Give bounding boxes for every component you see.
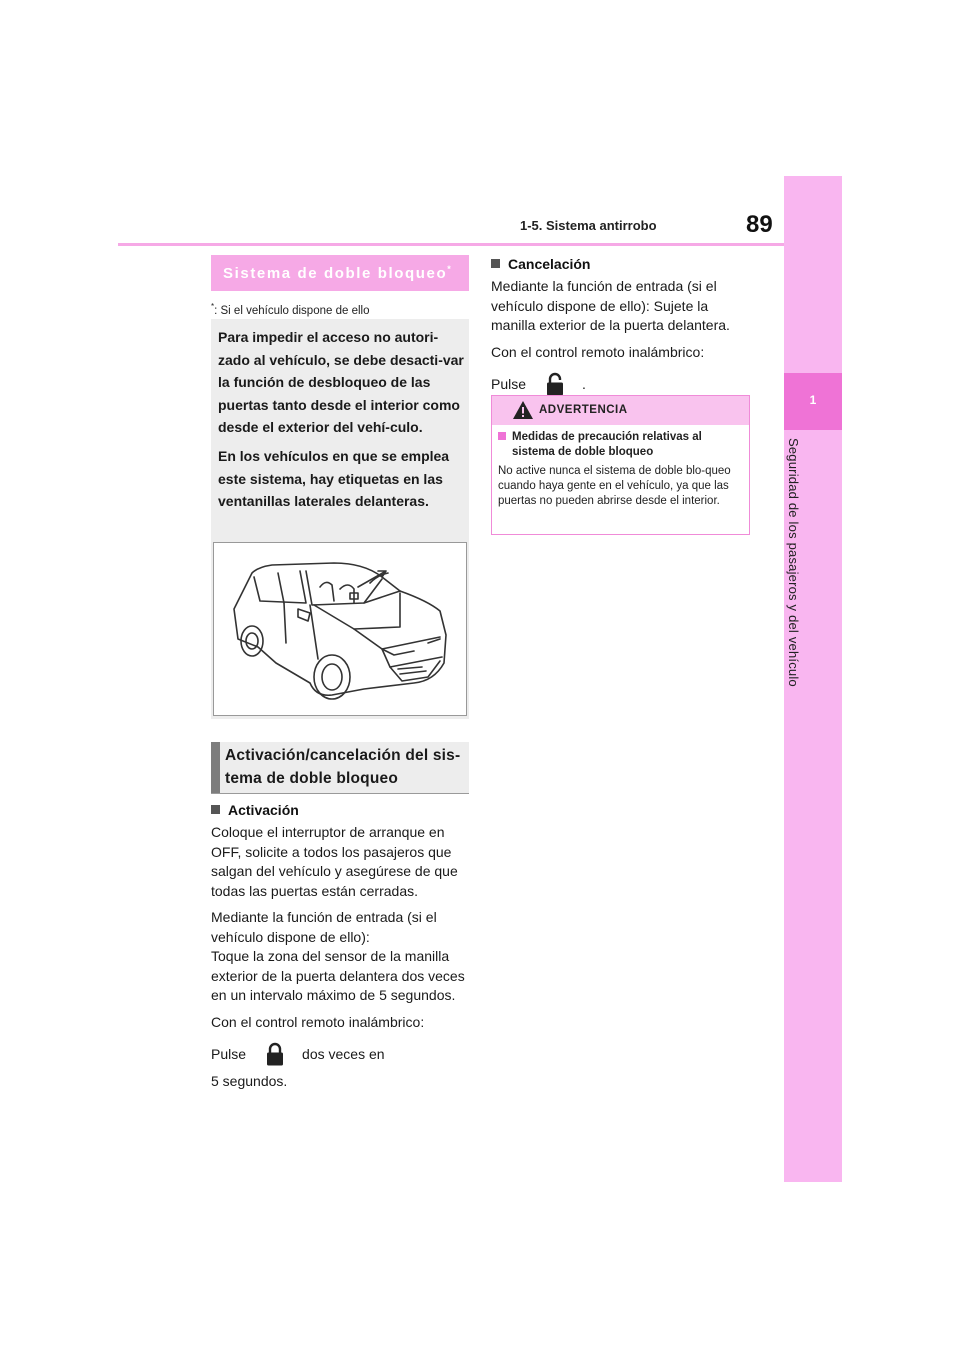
- press-label: Pulse: [491, 376, 527, 392]
- bullet-square: [491, 259, 500, 268]
- lock-icon: [266, 1042, 284, 1072]
- activation-press-line: [211, 1042, 467, 1091]
- activation-title: Activación: [228, 802, 299, 818]
- section-title: 1-5. Sistema antirrobo: [520, 218, 657, 233]
- activation-heading-box: [211, 742, 469, 794]
- heading-footnote-mark: *: [447, 264, 451, 274]
- double-lock-heading-box: [211, 255, 469, 291]
- warning-body: No active nunca el sistema de doble blo-queo cuando haya gente en el vehículo, ya que las puertas no pueden abrirse desde el interior.: [498, 465, 731, 507]
- activation-paragraph-3: Con el control remoto inalámbrico:: [211, 1013, 425, 1030]
- press-suffix: dos veces en: [302, 1046, 385, 1062]
- warning-header: [492, 396, 749, 425]
- cancellation-body: [491, 277, 749, 409]
- footnote: [211, 302, 369, 317]
- bullet-square: [211, 805, 220, 814]
- cancellation-paragraph-1: Mediante la función de entrada (si el vehículo dispone de ello): Sujete la manilla exterior de la puerta delantera.: [491, 278, 730, 333]
- warning-subtitle-line-1: Medidas de precaución relativas al: [512, 431, 702, 443]
- pink-bullet-square: [498, 432, 506, 440]
- footnote-mark: *: [211, 302, 215, 311]
- warning-label: ADVERTENCIA: [539, 404, 628, 416]
- page-number: 89: [746, 211, 773, 238]
- cancellation-paragraph-2: Con el control remoto inalámbrico:: [491, 343, 705, 360]
- warning-box: [491, 395, 750, 535]
- cancellation-subhead: [491, 256, 590, 272]
- activation-body: [211, 823, 467, 1098]
- intro-text: [218, 326, 464, 519]
- press-suffix: .: [582, 376, 586, 392]
- warning-subtitle: [498, 430, 738, 460]
- press-suffix-2: 5 segundos.: [211, 1072, 288, 1089]
- activation-heading: Activación/cancelación del sis-tema de doble bloqueo: [225, 747, 461, 787]
- heading-accent-bar: [211, 742, 220, 793]
- double-lock-heading-text: Sistema de doble bloqueo: [223, 265, 448, 282]
- warning-subtitle-line-2: sistema de doble bloqueo: [512, 446, 654, 458]
- chapter-number: 1: [809, 393, 817, 407]
- double-lock-heading: [223, 264, 451, 282]
- car-illustration-frame: [213, 542, 467, 716]
- activation-entry-steps: Toque la zona del sensor de la manilla exterior de la puerta delantera dos veces en un intervalo máximo de 5 segundos.: [211, 948, 465, 1003]
- cancellation-title: Cancelación: [508, 256, 591, 272]
- activation-paragraph-2: [211, 908, 467, 1006]
- warning-triangle-icon: [512, 400, 534, 425]
- chapter-label: Seguridad de los pasajeros y del vehículo: [786, 438, 801, 687]
- car-illustration: [214, 543, 466, 715]
- footnote-text: : Si el vehículo dispone de ello: [214, 304, 370, 317]
- intro-paragraph-2: En los vehículos en que se emplea este sistema, hay etiquetas en las ventanillas laterales delanteras.: [218, 447, 450, 510]
- activation-subhead: [211, 802, 299, 818]
- activation-paragraph-1: Coloque el interruptor de arranque en OFF, solicite a todos los pasajeros que salgan del vehículo y asegúrese de que todas las puertas están cerradas.: [211, 824, 458, 899]
- intro-paragraph-1: Para impedir el acceso no autori-zado al vehículo, se debe desacti-var la función de desbloqueo de las puertas tanto desde el interior como desde el exterior del vehí-culo.: [218, 329, 464, 436]
- press-label: Pulse: [211, 1046, 247, 1062]
- header-rule: [118, 243, 784, 246]
- activation-entry-intro: Mediante la función de entrada (si el vehículo dispone de ello):: [211, 909, 437, 945]
